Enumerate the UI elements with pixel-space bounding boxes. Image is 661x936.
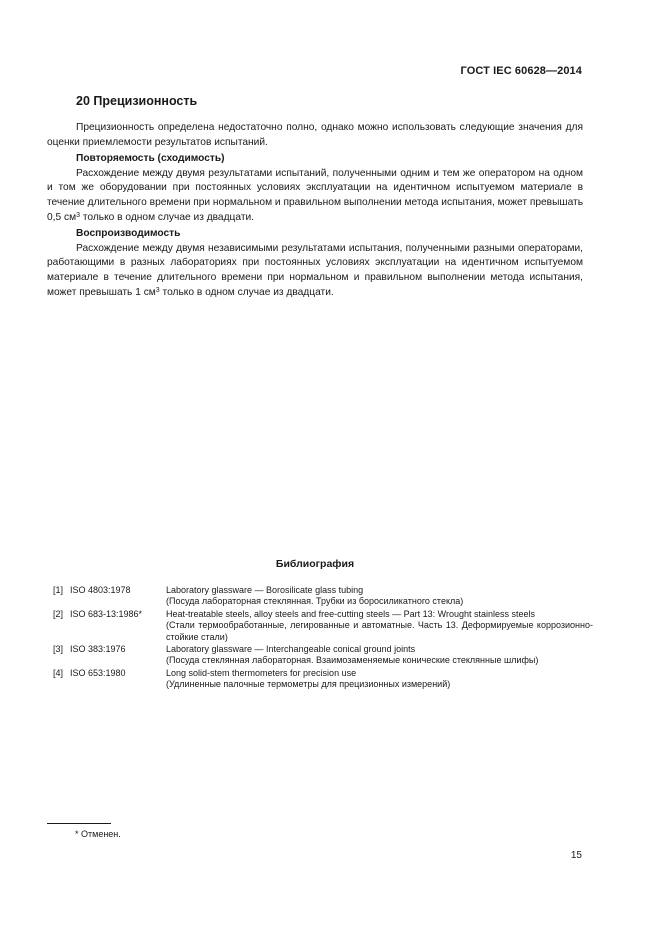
bibliography-entry-number: [2] — [53, 608, 64, 619]
intro-paragraph: Прецизионность определена недостаточно полно, однако можно использовать следующие значения для оценки приемлемости результатов испытаний. — [47, 122, 583, 148]
bibliography-entry-number: [4] — [53, 667, 64, 678]
bibliography-entry-number: [1] — [53, 585, 64, 595]
bibliography-entry-title-en: Laboratory glassware — Interchangeable conical ground joints — [166, 644, 416, 655]
section-heading: 20 Прецизионность — [76, 94, 198, 108]
bibliography-list — [53, 585, 593, 692]
section-body — [47, 121, 583, 300]
reproducibility-text-end: только в одном случае из двадцати. — [159, 286, 334, 298]
bibliography-entry — [53, 585, 593, 608]
bibliography-entry — [53, 668, 593, 691]
footnote-text: * Отменен. — [75, 829, 121, 839]
document-header-id: ГОСТ IEC 60628—2014 — [460, 65, 582, 77]
repeatability-paragraph — [47, 167, 583, 225]
bibliography-entry-code: ISO 4803:1978 — [70, 585, 131, 595]
reproducibility-paragraph — [47, 242, 583, 300]
bibliography-entry-title-en: Heat-treatable steels, alloy steels and free-cutting steels — Part 13: Wrought stainless steels — [166, 608, 536, 619]
bibliography-entry — [53, 609, 593, 643]
bibliography-entry-title-ru: (Стали термообработанные, легированные и автоматные. Часть 13. Деформируемые коррозионно-стойкие стали) — [166, 620, 593, 642]
footnote-divider — [47, 823, 111, 824]
reproducibility-text: Расхождение между двумя независимыми результатами испытания, полученными разными операторами, работающими в разных лабораториях при постоянных условиях эксплуатации на идентичном испытуемом материале в течение длительного времени при нормальном и правильном выполнении метода испытания, может превышать 1 см — [47, 242, 583, 298]
bibliography-entry — [53, 644, 593, 667]
repeatability-text: Расхождение между двумя результатами испытаний, полученными одним и тем же оператором на одном и том же оборудовании при постоянных условиях эксплуатации на идентичном испытуемом материале в течение длительного времени при нормальном и правильном выполнении метода испытания, может превышать 0,5 см — [47, 167, 584, 223]
bibliography-entry-title-ru: (Посуда лабораторная стеклянная. Трубки из боросиликатного стекла) — [166, 596, 464, 607]
reproducibility-unit-sup: 3 — [155, 286, 160, 294]
bibliography-entry-code: ISO 653:1980 — [70, 667, 126, 678]
bibliography-entry-title-ru: (Удлиненные палочные термометры для прецизионных измерений) — [166, 679, 451, 690]
repeatability-text-end: только в одном случае из двадцати. — [80, 211, 255, 223]
repeatability-heading: Повторяемость (сходимость) — [76, 153, 225, 165]
page-number: 15 — [570, 850, 582, 861]
bibliography-entry-number: [3] — [53, 644, 64, 655]
bibliography-entry-code: ISO 683-13:1986* — [70, 608, 143, 619]
bibliography-entry-title-ru: (Посуда стеклянная лабораторная. Взаимозаменяемые конические стеклянные шлифы) — [166, 655, 539, 666]
bibliography-entry-title-en: Long solid-stem thermometers for precision use — [166, 667, 357, 678]
bibliography-title: Библиография — [275, 558, 355, 570]
bibliography-entry-code: ISO 383:1976 — [70, 644, 126, 655]
bibliography-entry-title-en: Laboratory glassware — Borosilicate glass tubing — [166, 585, 364, 595]
repeatability-unit-sup: 3 — [76, 211, 80, 219]
reproducibility-heading: Воспроизводимость — [76, 228, 181, 240]
